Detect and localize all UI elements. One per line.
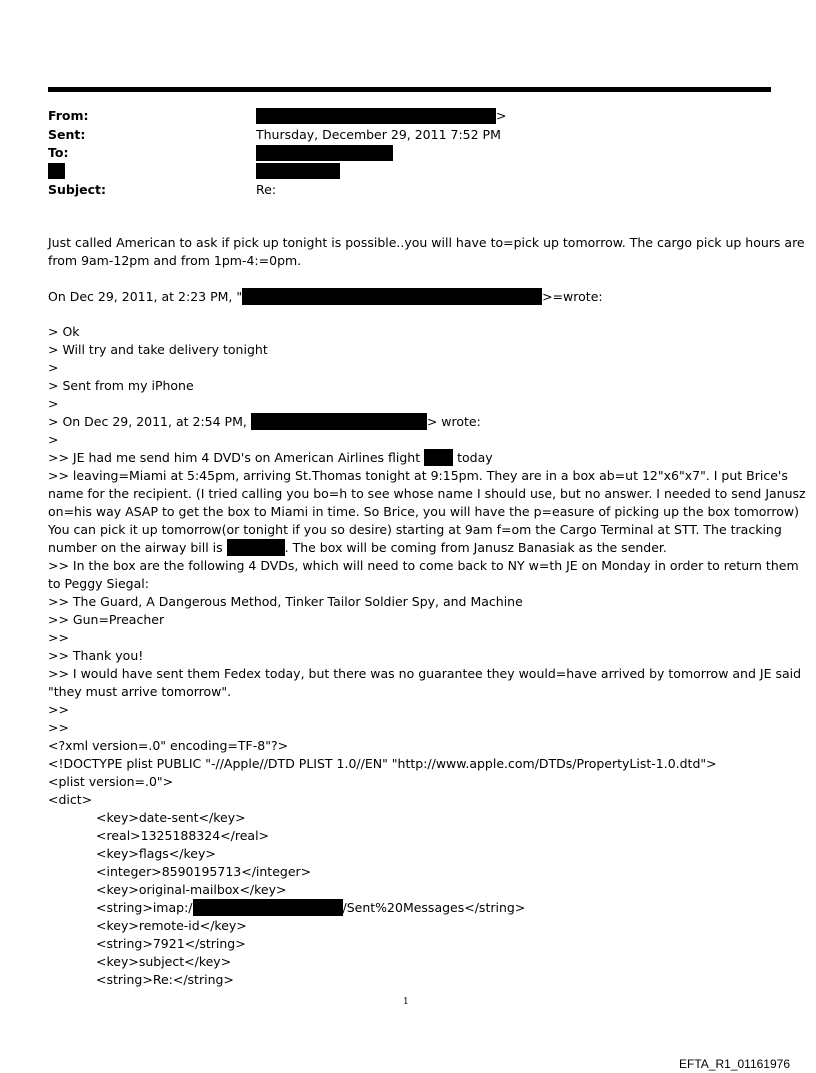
xml-line: <plist version=.0">: [48, 774, 174, 789]
xml-line: <string>7921</string>: [96, 936, 246, 951]
xml-line: <key>subject</key>: [96, 954, 232, 969]
body-line: >> I would have sent them Fedex today, but there was no guarantee they would=have arrived by tomorrow and JE said: [48, 666, 802, 681]
xml-line: <!DOCTYPE plist PUBLIC "-//Apple//DTD PLIST 1.0//EN" "http://www.apple.com/DTDs/PropertyList-1.0.dtd">: [48, 756, 717, 771]
body-line: to Peggy Siegal:: [48, 576, 149, 591]
sent-value: Thursday, December 29, 2011 7:52 PM: [256, 127, 501, 142]
body-line: "they must arrive tomorrow".: [48, 684, 232, 699]
quoted-line: >: [48, 360, 59, 375]
redaction-tracking-number: [227, 539, 285, 556]
subject-label: Subject:: [48, 182, 106, 197]
body-line: on=his way ASAP to get the box to Miami in time. So Brice, you will have the p=easure of picking up the box tomorrow): [48, 504, 799, 519]
xml-line: <key>original-mailbox</key>: [96, 882, 287, 897]
body-line: You can pick it up tomorrow(or tonight if you so desire) starting at 9am f=om the Cargo Terminal at STT. The tracking: [48, 522, 782, 537]
xml-line: <?xml version=.0" encoding=TF-8"?>: [48, 738, 289, 753]
redaction-from: [256, 108, 496, 124]
redaction-cc-label: [48, 163, 65, 179]
body-line: >> In the box are the following 4 DVDs, which will need to come back to NY w=th JE on Monday in order to return them: [48, 558, 799, 573]
body-line: >>: [48, 630, 69, 645]
body-line: >> leaving=Miami at 5:45pm, arriving St.Thomas tonight at 9:15pm. They are in a box ab=ut 12"x6"x7". I put Brice's: [48, 468, 788, 483]
quoted-line: > Will try and take delivery tonight: [48, 342, 268, 357]
subject-value: Re:: [256, 182, 277, 197]
body-line: >> Gun=Preacher: [48, 612, 165, 627]
xml-line: <string>Re:</string>: [96, 972, 234, 987]
to-label: To:: [48, 145, 69, 160]
from-suffix: >: [496, 108, 507, 123]
xml-line: <dict>: [48, 792, 93, 807]
header-rule: [48, 87, 771, 92]
sent-label: Sent:: [48, 127, 86, 142]
redaction-inner-sender: [251, 413, 427, 430]
quoted-line: > Sent from my iPhone: [48, 378, 194, 393]
quoted-line: >: [48, 396, 59, 411]
xml-line: <key>date-sent</key>: [96, 810, 246, 825]
je-line: >> JE had me send him 4 DVD's on American Airlines flight today: [48, 450, 493, 465]
imap-line: <string>imap:/ /Sent%20Messages</string>: [96, 900, 526, 915]
xml-line: <integer>8590195713</integer>: [96, 864, 312, 879]
from-value: [256, 108, 506, 124]
page-number: 1: [403, 997, 409, 1007]
body-line: >> The Guard, A Dangerous Method, Tinker Tailor Soldier Spy, and Machine: [48, 594, 523, 609]
body-line: >> Thank you!: [48, 648, 144, 663]
redaction-to-1: [256, 145, 393, 161]
redaction-mailbox: [193, 899, 343, 916]
body-line: Just called American to ask if pick up tonight is possible..you will have to=pick up tomorrow. The cargo pick up hours are: [48, 235, 805, 250]
to-value: [256, 145, 393, 161]
inner-quote-intro: > On Dec 29, 2011, at 2:54 PM, > wrote:: [48, 414, 481, 429]
xml-line: <real>1325188324</real>: [96, 828, 270, 843]
redaction-flight-number: [424, 449, 453, 466]
quoted-line: >: [48, 432, 59, 447]
body-line: >>: [48, 720, 69, 735]
body-line: from 9am-12pm and from 1pm-4:=0pm.: [48, 253, 302, 268]
tracking-line: number on the airway bill is . The box will be coming from Janusz Banasiak as the sender.: [48, 540, 667, 555]
redaction-quote-sender: [242, 288, 542, 305]
xml-line: <key>flags</key>: [96, 846, 216, 861]
from-label: From:: [48, 108, 89, 123]
quoted-line: > Ok: [48, 324, 80, 339]
body-line: >>: [48, 702, 69, 717]
bates-number: EFTA_R1_01161976: [679, 1057, 790, 1071]
quote-intro: On Dec 29, 2011, at 2:23 PM, " >=wrote:: [48, 289, 603, 304]
redaction-to-2: [256, 163, 340, 179]
xml-line: <key>remote-id</key>: [96, 918, 247, 933]
body-line: name for the recipient. (I tried calling you bo=h to see whose name I should use, but no answer. I needed to send Janusz: [48, 486, 806, 501]
